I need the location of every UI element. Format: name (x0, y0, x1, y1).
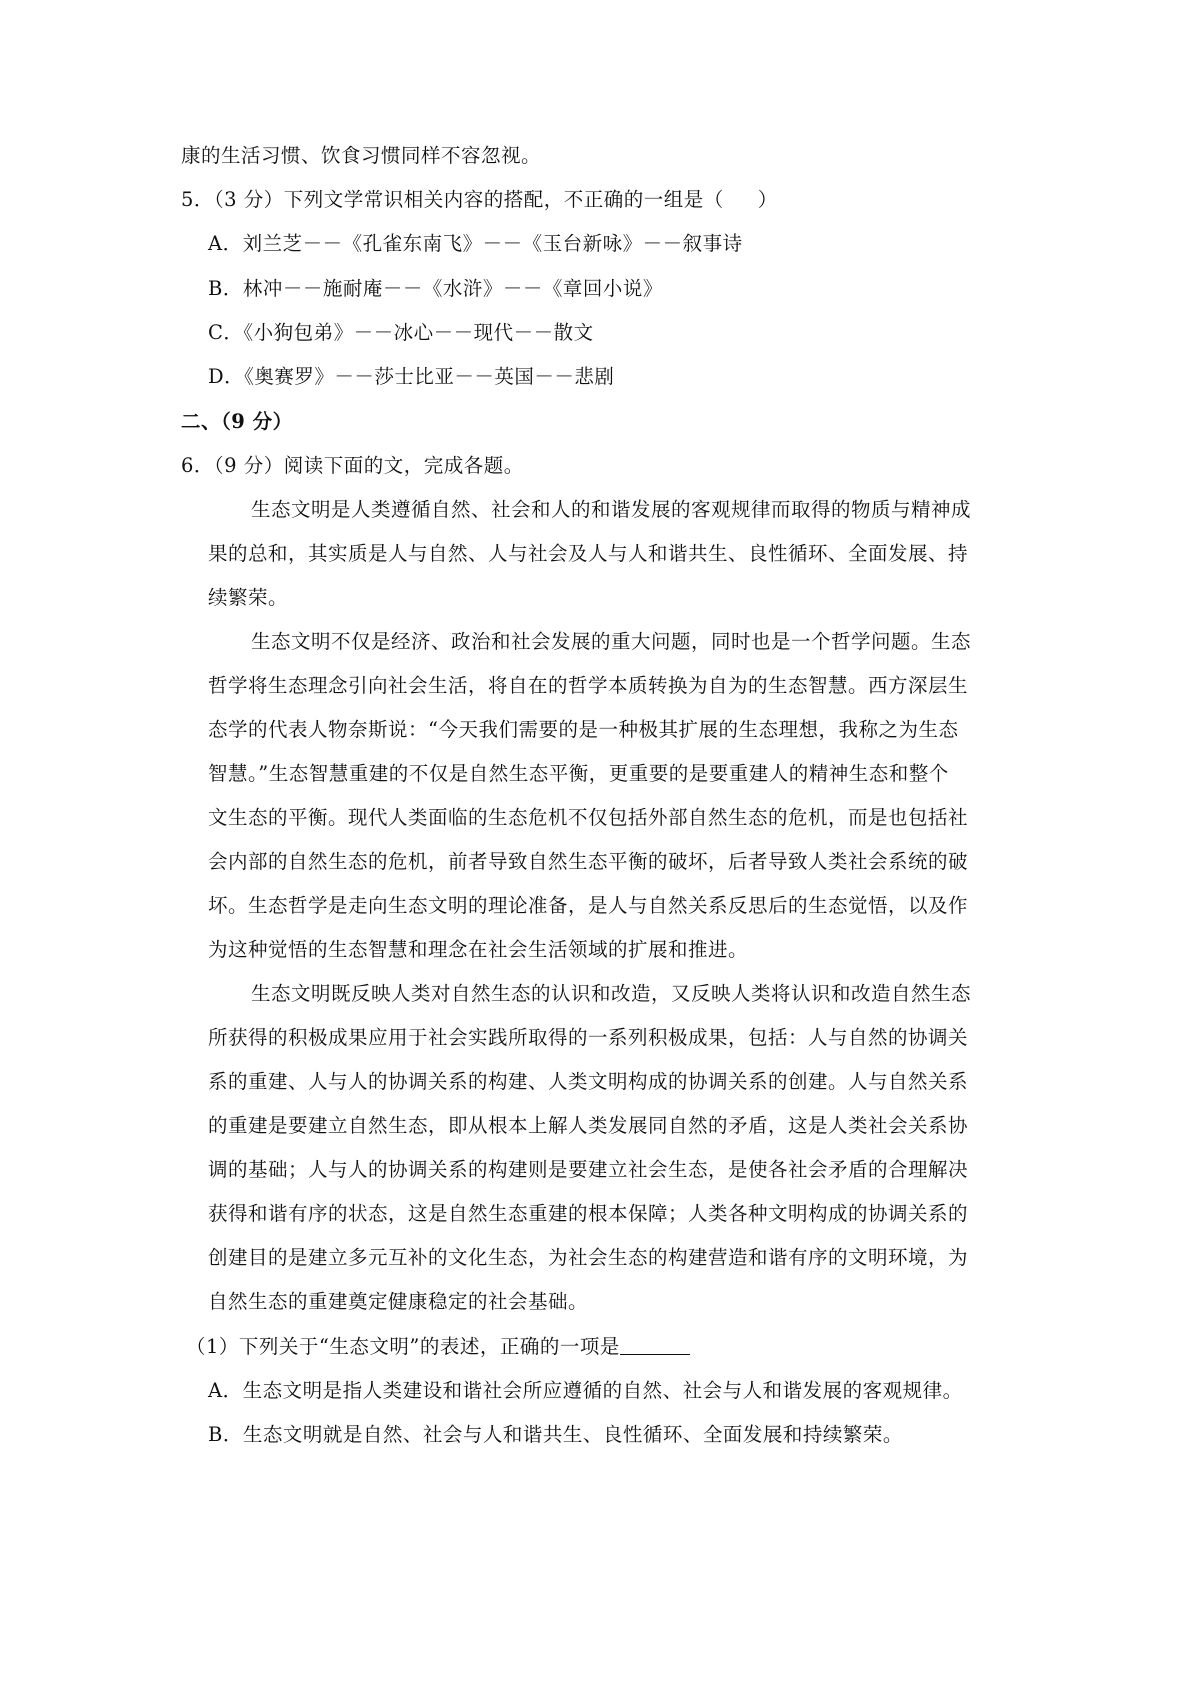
previous-question-tail: 康的生活习惯、饮食习惯同样不容忽视。 (181, 144, 542, 167)
section-heading: 二、（9 分） (181, 410, 293, 433)
passage-line: 生态文明不仅是经济、政治和社会发展的重大问题，同时也是一个哲学问题。生态 (251, 630, 972, 653)
passage-line: 哲学将生态理念引向社会生活，将自在的哲学本质转换为自为的生态智慧。西方深层生 (208, 674, 969, 697)
passage-line: 果的总和，其实质是人与自然、人与社会及人与人和谐共生、良性循环、全面发展、持 (208, 542, 969, 565)
sub-question-1-option-b: B．生态文明就是自然、社会与人和谐共生、良性循环、全面发展和持续繁荣。 (208, 1423, 903, 1446)
answer-blank-line (620, 1334, 690, 1355)
passage-line: 调的基础；人与人的协调关系的构建则是要建立社会生态，是使各社会矛盾的合理解决 (208, 1158, 969, 1181)
passage-line: 的重建是要建立自然生态，即从根本上解人类发展同自然的矛盾，这是人类社会关系协 (208, 1114, 969, 1137)
passage-line: 态学的代表人物奈斯说：“今天我们需要的是一种极其扩展的生态理想，我称之为生态 (208, 718, 959, 741)
passage-line: 续繁荣。 (208, 586, 289, 609)
passage-line: 生态文明是人类遵循自然、社会和人的和谐发展的客观规律而取得的物质与精神成 (251, 498, 972, 521)
passage-line: 所获得的积极成果应用于社会实践所取得的一系列积极成果，包括：人与自然的协调关 (208, 1026, 969, 1049)
question-5-stem (181, 186, 778, 214)
question-6-stem: 6．（9 分）阅读下面的文，完成各题。 (181, 454, 524, 477)
passage-line: 生态文明既反映人类对自然生态的认识和改造，又反映人类将认识和改造自然生态 (251, 982, 972, 1005)
question-5-option-a: A．刘兰芝－－《孔雀东南飞》－－《玉台新咏》－－叙事诗 (208, 232, 743, 255)
passage-line: 坏。生态哲学是走向生态文明的理论准备，是人与自然关系反思后的生态觉悟，以及作 (208, 894, 969, 917)
passage-line: 文生态的平衡。现代人类面临的生态危机不仅包括外部自然生态的危机，而是也包括社 (208, 806, 969, 829)
question-5-stem-close: ） (757, 188, 778, 211)
passage-line: 系的重建、人与人的协调关系的构建、人类文明构成的协调关系的创建。人与自然关系 (208, 1070, 969, 1093)
question-5-stem-text: 5．（3 分）下列文学常识相关内容的搭配，不正确的一组是（ (181, 188, 724, 211)
sub-question-1-text: （1）下列关于“生态文明”的表述，正确的一项是 (186, 1335, 620, 1358)
passage-line: 获得和谐有序的状态，这是自然生态重建的根本保障；人类各种文明构成的协调关系的 (208, 1202, 969, 1225)
passage-line: 智慧。”生态智慧重建的不仅是自然生态平衡，更重要的是要重建人的精神生态和整个 (208, 762, 949, 785)
sub-question-1-option-a: A．生态文明是指人类建设和谐社会所应遵循的自然、社会与人和谐发展的客观规律。 (208, 1379, 963, 1402)
question-5-option-d: D．《奥赛罗》－－莎士比亚－－英国－－悲剧 (208, 365, 615, 388)
passage-line: 会内部的自然生态的危机，前者导致自然生态平衡的破坏，后者导致人类社会系统的破 (208, 850, 969, 873)
sub-question-1-stem (186, 1333, 690, 1361)
question-5-option-b: B．林冲－－施耐庵－－《水浒》－－《章回小说》 (208, 277, 663, 300)
passage-line: 自然生态的重建奠定健康稳定的社会基础。 (208, 1290, 589, 1313)
passage-line: 为这种觉悟的生态智慧和理念在社会生活领域的扩展和推进。 (208, 938, 749, 961)
question-5-option-c: C．《小狗包弟》－－冰心－－现代－－散文 (208, 321, 594, 344)
passage-line: 创建目的是建立多元互补的文化生态，为社会生态的构建营造和谐有序的文明环境，为 (208, 1246, 969, 1269)
